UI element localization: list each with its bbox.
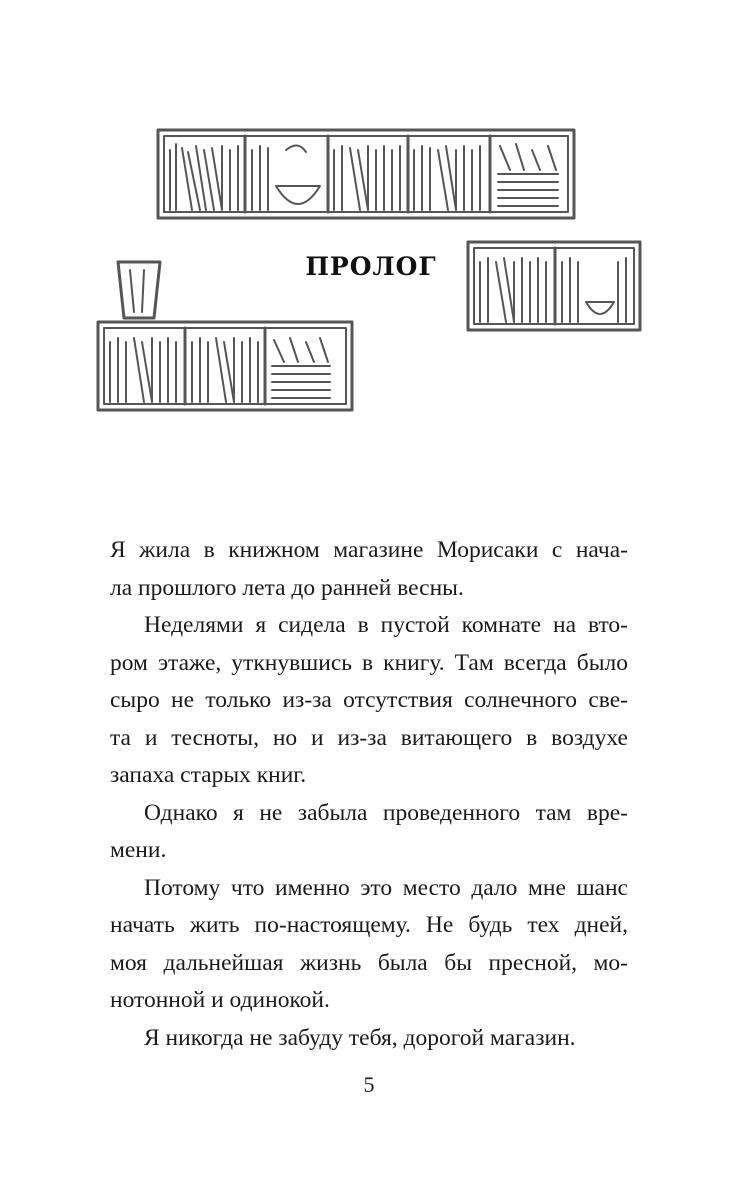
text-line: ла прошлого лета до ранней весны.	[110, 574, 464, 601]
text-line: Я жила в книжном магазине Морисаки с нача-	[110, 537, 628, 563]
text-line: Я никогда не забуду тебя, дорогой магазин.	[144, 1024, 576, 1051]
text-line: та и тесноты, но и из-за витающего в воздухе	[110, 724, 628, 751]
text-line: Однако я не забыла проведенного там вре-	[144, 799, 628, 826]
text-line: мени.	[110, 837, 167, 863]
right-bookshelf-icon	[468, 242, 640, 330]
text-line: Неделями я сидела в пустой комнате на вто-	[144, 612, 628, 638]
prologue-text	[110, 532, 628, 1057]
bookshelf-illustration	[0, 0, 738, 470]
chapter-title: ПРОЛОГ	[305, 252, 437, 281]
text-line: начать жить по-настоящему. Не будь тех дней,	[110, 912, 628, 938]
text-line: ром этаже, уткнувшись в книгу. Там всегда было	[110, 649, 628, 676]
vase-icon	[118, 262, 160, 318]
text-line: нотонной и одинокой.	[110, 987, 330, 1013]
text-line: Потому что именно это место дало мне шанс	[144, 874, 628, 901]
text-line: сыро не только из-за отсутствия солнечного све-	[110, 687, 628, 713]
left-bookshelf-icon	[98, 322, 352, 410]
page-number: 5	[363, 1072, 375, 1097]
top-bookshelf-icon	[158, 130, 574, 218]
text-line: моя дальнейшая жизнь была бы пресной, мо-	[110, 949, 628, 976]
text-line: запаха старых книг.	[110, 762, 307, 788]
